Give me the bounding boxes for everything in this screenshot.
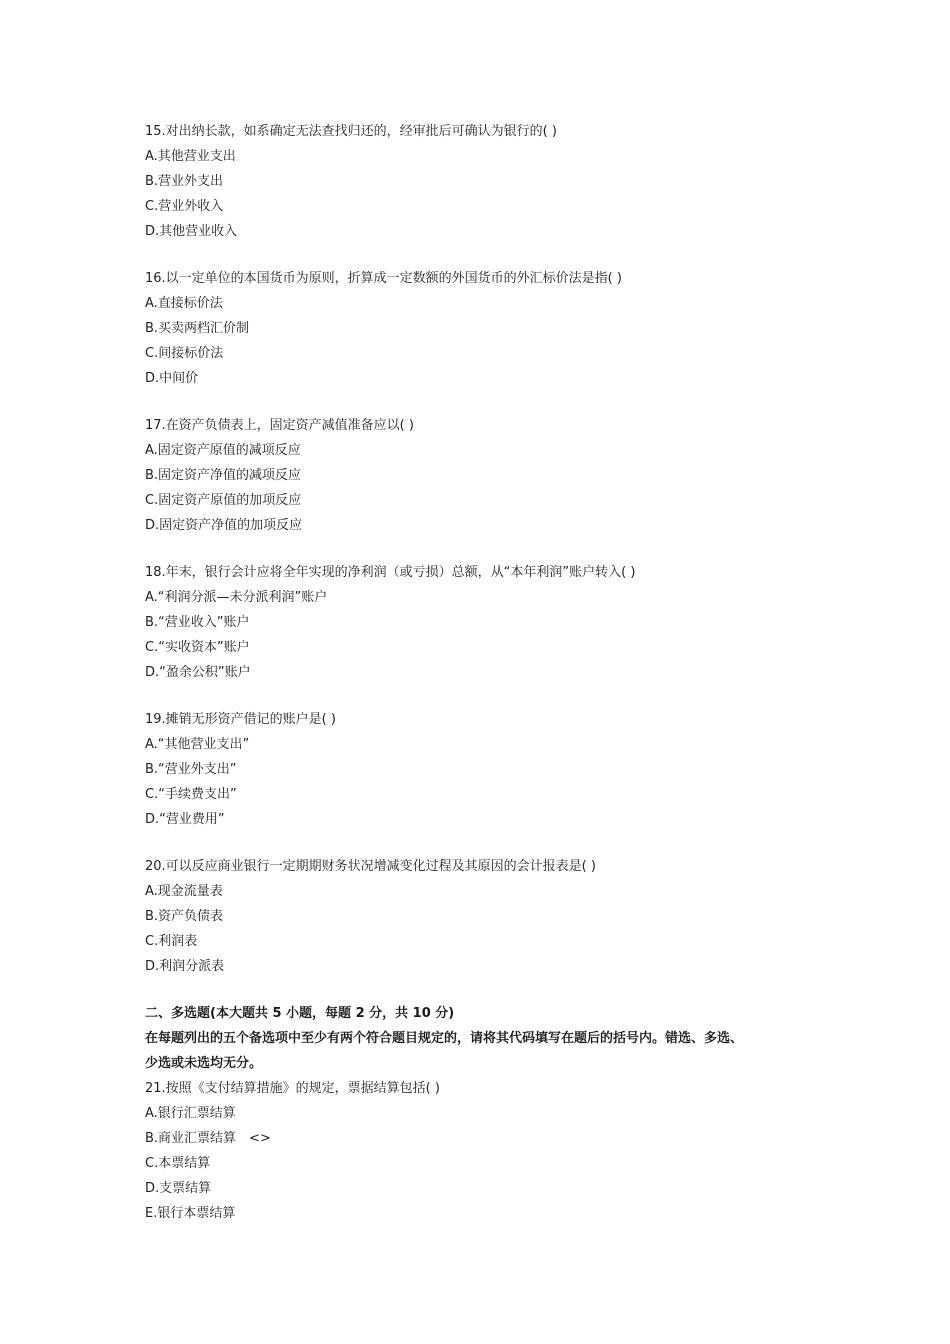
question-16 (145, 266, 825, 391)
option-c: C.“手续费支出” (145, 787, 237, 802)
option-b: B.商业汇票结算 <> (145, 1131, 271, 1146)
exam-page (145, 119, 825, 1226)
option-a: A.“其他营业支出” (145, 737, 250, 752)
option-b: B.固定资产净值的减项反应 (145, 468, 302, 483)
option-c: C.本票结算 (145, 1156, 211, 1171)
option-d: D.固定资产净值的加项反应 (145, 518, 303, 533)
option-a: A.其他营业支出 (145, 149, 236, 164)
section-instruction: 在每题列出的五个备选项中至少有两个符合题目规定的，请将其代码填写在题后的括号内。错选、多选、 (145, 1031, 744, 1046)
option-d: D.其他营业收入 (145, 224, 238, 239)
option-d: D.利润分派表 (145, 959, 225, 974)
option-c: C.利润表 (145, 934, 198, 949)
option-a: A.银行汇票结算 (145, 1106, 236, 1121)
option-a: A.“利润分派—未分派利润”账户 (145, 590, 328, 605)
option-c: C.固定资产原值的加项反应 (145, 493, 302, 508)
option-c: C.营业外收入 (145, 199, 224, 214)
question-17 (145, 413, 825, 538)
section-heading: 二、多选题(本大题共 5 小题，每题 2 分，共 10 分) (145, 1006, 455, 1021)
question-stem: 17.在资产负债表上，固定资产减值准备应以( ) (145, 418, 414, 433)
question-20 (145, 854, 825, 979)
option-a: A.现金流量表 (145, 884, 223, 899)
question-15 (145, 119, 825, 244)
question-18 (145, 560, 825, 685)
question-stem: 18.年末，银行会计应将全年实现的净利润（或亏损）总额，从“本年利润”账户转入( ) (145, 565, 636, 580)
option-b: B.资产负债表 (145, 909, 224, 924)
option-e: E.银行本票结算 (145, 1206, 236, 1221)
option-a: A.直接标价法 (145, 296, 223, 311)
spacer (145, 685, 825, 707)
spacer (145, 244, 825, 266)
option-d: D.“营业费用” (145, 812, 225, 827)
option-a: A.固定资产原值的减项反应 (145, 443, 301, 458)
spacer (145, 979, 825, 1001)
option-b: B.买卖两档汇价制 (145, 321, 250, 336)
option-b: B.“营业收入”账户 (145, 615, 250, 630)
option-b: B.营业外支出 (145, 174, 224, 189)
question-stem: 15.对出纳长款，如系确定无法查找归还的，经审批后可确认为银行的( ) (145, 124, 557, 139)
section-multiple-choice (145, 1001, 825, 1226)
option-d: D.中间价 (145, 371, 199, 386)
option-c: C.“实收资本”账户 (145, 640, 250, 655)
question-stem: 21.按照《支付结算措施》的规定，票据结算包括( ) (145, 1081, 440, 1096)
option-c: C.间接标价法 (145, 346, 224, 361)
question-stem: 19.摊销无形资产借记的账户是( ) (145, 712, 336, 727)
spacer (145, 832, 825, 854)
option-d: D.支票结算 (145, 1181, 212, 1196)
spacer (145, 391, 825, 413)
question-19 (145, 707, 825, 832)
option-d: D.“盈余公积”账户 (145, 665, 251, 680)
question-stem: 20.可以反应商业银行一定期期财务状况增减变化过程及其原因的会计报表是( ) (145, 859, 596, 874)
question-stem: 16.以一定单位的本国货币为原则，折算成一定数额的外国货币的外汇标价法是指( ) (145, 271, 622, 286)
option-b: B.“营业外支出” (145, 762, 237, 777)
spacer (145, 538, 825, 560)
section-instruction-cont: 少选或未选均无分。 (145, 1056, 263, 1071)
